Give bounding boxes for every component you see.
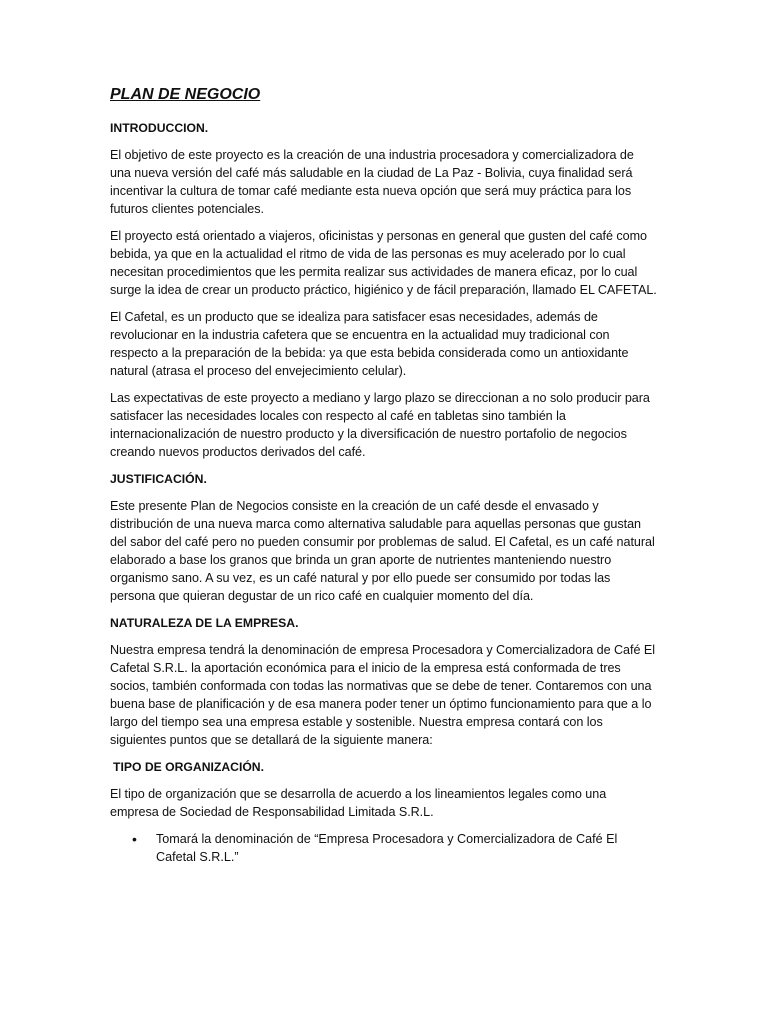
section-justificacion	[110, 470, 658, 605]
paragraph: El Cafetal, es un producto que se idealiza para satisfacer esas necesidades, además de revolucionar en la industria cafetera que se encuentra en la actualidad muy tradicional con respecto a la preparación de la bebida: ya que esta bebida considerada como un antioxidante natural (atrasa el proceso del envejecimiento celular).	[110, 310, 629, 378]
list-item	[110, 830, 658, 866]
paragraph: Nuestra empresa tendrá la denominación de empresa Procesadora y Comercializadora de Café El Cafetal S.R.L. la aportación económica para el inicio de la empresa está conformada de tres socios, también conformada con todas las normativas que se debe de tener. Contaremos con una buena base de planificación y de esa manera poder tener un óptimo funcionamiento para que a lo largo del tiempo sea una empresa estable y sostenible. Nuestra empresa contará con los siguientes puntos que se detallará de la siguiente manera:	[110, 643, 655, 747]
section-heading-naturaleza: NATURALEZA DE LA EMPRESA.	[110, 616, 299, 630]
document-title: PLAN DE NEGOCIO	[110, 86, 261, 103]
document-page	[110, 84, 658, 866]
paragraph: El proyecto está orientado a viajeros, oficinistas y personas en general que gusten del café como bebida, ya que en la actualidad el ritmo de vida de las personas es muy acelerado por lo cual necesitan procedimientos que les permita realizar sus actividades de manera eficaz, por lo cual surge la idea de crear un producto práctico, higiénico y de fácil preparación, llamado EL CAFETAL.	[110, 229, 657, 297]
paragraph: Este presente Plan de Negocios consiste en la creación de un café desde el envasado y distribución de una nueva marca como alternativa saludable para aquellas personas que gustan del sabor del café pero no pueden consumir por problemas de salud. El Cafetal, es un café natural elaborado a base los granos que brinda un gran aporte de nutrientes manteniendo nuestro organismo sano. A su vez, es un café natural y por ello puede ser consumido por todas las persona que quieran degustar de un rico café en cualquier momento del día.	[110, 499, 655, 603]
section-tipo-organizacion	[110, 758, 658, 866]
section-heading-justificacion: JUSTIFICACIÓN.	[110, 472, 207, 486]
section-naturaleza	[110, 614, 658, 749]
bullet-list	[110, 830, 658, 866]
section-heading-tipo-organizacion: TIPO DE ORGANIZACIÓN.	[113, 760, 264, 774]
paragraph: El tipo de organización que se desarrolla de acuerdo a los lineamientos legales como una empresa de Sociedad de Responsabilidad Limitada S.R.L.	[110, 787, 607, 819]
list-item-text: Tomará la denominación de “Empresa Procesadora y Comercializadora de Café El Cafetal S.R.L.”	[156, 832, 618, 864]
section-introduccion	[110, 119, 658, 461]
bullet-icon: •	[132, 831, 137, 847]
section-heading-introduccion: INTRODUCCION.	[110, 121, 209, 135]
paragraph: El objetivo de este proyecto es la creación de una industria procesadora y comercializadora de una nueva versión del café más saludable en la ciudad de La Paz - Bolivia, cuya finalidad será incentivar la cultura de tomar café mediante esta nueva opción que será muy práctica para los futuros clientes potenciales.	[110, 148, 634, 216]
paragraph: Las expectativas de este proyecto a mediano y largo plazo se direccionan a no solo producir para satisfacer las necesidades locales con respecto al café en tabletas sino también la internacionalización de nuestro producto y la diversificación de nuestro portafolio de negocios creando nuevos productos derivados del café.	[110, 391, 650, 459]
